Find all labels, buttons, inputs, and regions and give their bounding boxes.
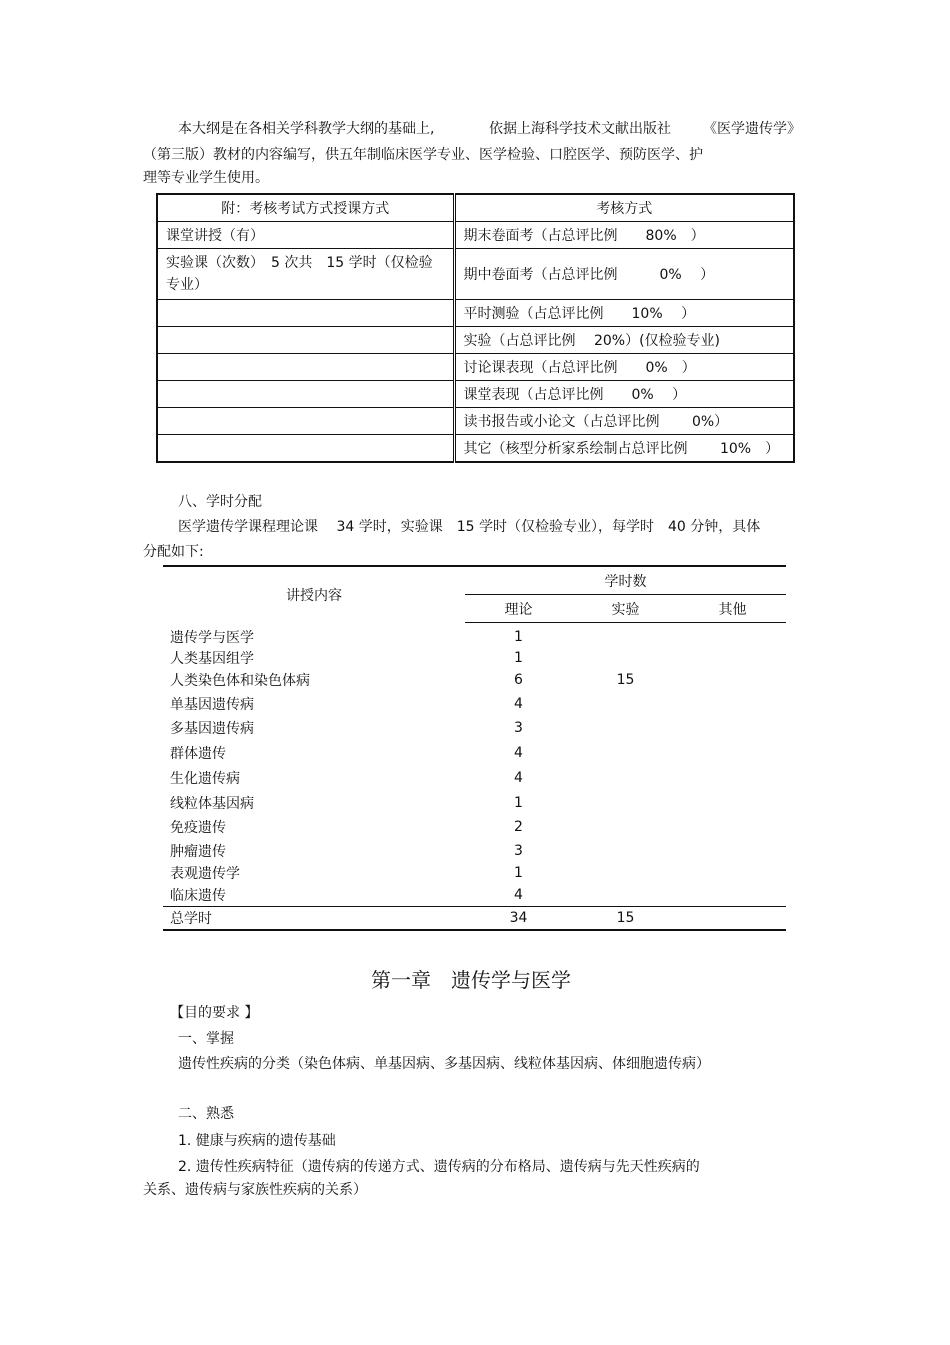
familiar-item-1: 1. 健康与疾病的遗传基础: [178, 1133, 336, 1149]
hours-row-theory: 6: [514, 672, 523, 688]
hours-row-theory: 1: [514, 649, 523, 666]
hours-row-lab: [572, 647, 679, 669]
hours-col-group: 学时数: [465, 566, 786, 595]
hours-row-theory: 4: [514, 886, 523, 903]
assessment-row: [157, 381, 794, 408]
familiar-heading: 二、熟悉: [178, 1106, 234, 1122]
assessment-right-cell: 其它（核型分析家系绘制占总评比例 10% ）: [454, 435, 794, 463]
hours-row: [163, 623, 786, 647]
hours-row-content: 线粒体基因病: [170, 795, 254, 812]
hours-row-lab: [572, 840, 679, 862]
intro-line1-a: 本大纲是在各相关学科教学大纲的基础上,: [178, 121, 435, 137]
hours-row-other: [679, 862, 786, 884]
hours-row-lab: [572, 692, 679, 716]
hours-row: [163, 884, 786, 907]
assessment-table: [156, 193, 795, 463]
hours-col-theory: 理论: [465, 595, 572, 623]
hours-row-content: 肿瘤遗传: [170, 843, 226, 860]
hours-row: [163, 716, 786, 741]
hours-row-other: [679, 840, 786, 862]
intro-line3: 理等专业学生使用。: [143, 170, 269, 186]
intro-line1-c: 《医学遗传学》: [703, 121, 801, 137]
master-text: 遗传性疾病的分类（染色体病、单基因病、多基因病、线粒体基因病、体细胞遗传病）: [178, 1056, 710, 1072]
assessment-right-cell: 平时测验（占总评比例 10% ）: [454, 300, 794, 327]
hours-col-content: 讲授内容: [163, 566, 465, 623]
assessment-left-cell: [157, 300, 454, 327]
hours-row: [163, 692, 786, 716]
assessment-row: [157, 327, 794, 354]
hours-row-lab: [572, 791, 679, 815]
assessment-right-cell: 读书报告或小论文（占总评比例 0%）: [454, 408, 794, 435]
assessment-row: [157, 249, 794, 300]
assessment-left-cell: 实验课（次数） 5 次共 15 学时（仅检验专业）: [157, 249, 454, 300]
hours-row-content: 人类染色体和染色体病: [170, 673, 310, 689]
hours-row-other: [679, 692, 786, 716]
section8-text-line2: 分配如下:: [143, 544, 204, 560]
assessment-left-cell: [157, 435, 454, 463]
assessment-row: [157, 300, 794, 327]
hours-row-other: [679, 741, 786, 766]
hours-row-lab: 15: [616, 672, 635, 688]
assessment-right-cell: 课堂表现（占总评比例 0% ）: [454, 381, 794, 408]
hours-table: [163, 565, 786, 931]
hours-row-theory: 1: [514, 864, 523, 881]
assessment-left-cell: [157, 408, 454, 435]
requirements-heading: 【目的要求 】: [170, 1005, 259, 1021]
hours-row: [163, 766, 786, 791]
assessment-left-cell: 课堂讲授（有）: [157, 222, 454, 249]
section8-text-line1: 医学遗传学课程理论课 34 学时，实验课 15 学时（仅检验专业），每学时 40 分钟，具体: [178, 519, 761, 535]
hours-row-theory: 4: [514, 695, 523, 712]
hours-row-other: [679, 716, 786, 741]
hours-col-other: 其他: [679, 595, 786, 623]
hours-row: [163, 741, 786, 766]
hours-row-theory: 3: [514, 842, 523, 859]
familiar-item-2-line1: 2. 遗传性疾病特征（遗传病的传递方式、遗传病的分布格局、遗传病与先天性疾病的: [178, 1159, 700, 1175]
hours-row-other: [679, 647, 786, 669]
hours-header-row: [163, 566, 786, 595]
chapter-title: 第一章 遗传学与医学: [371, 968, 571, 992]
hours-row-lab: [572, 862, 679, 884]
hours-row-lab: [572, 741, 679, 766]
hours-row-content: 表观遗传学: [170, 865, 240, 882]
hours-row: [163, 862, 786, 884]
hours-row-content: 单基因遗传病: [170, 696, 254, 713]
hours-row-content: 群体遗传: [170, 746, 226, 762]
hours-row-theory: 2: [514, 819, 523, 835]
hours-row-theory: 3: [514, 720, 523, 736]
hours-row-other: [679, 815, 786, 840]
assessment-left-cell: [157, 327, 454, 354]
assessment-header-left: 附：考核考试方式授课方式: [157, 194, 454, 222]
master-heading: 一、掌握: [178, 1031, 234, 1047]
assessment-row: [157, 408, 794, 435]
hours-row: [163, 669, 786, 692]
assessment-header-right: 考核方式: [454, 194, 794, 222]
assessment-header-row: [157, 194, 794, 222]
hours-row-lab: [572, 766, 679, 791]
hours-row-other: [679, 669, 786, 692]
hours-row-content: 生化遗传病: [170, 771, 240, 787]
hours-row-theory: 1: [514, 794, 523, 811]
assessment-left-cell: [157, 354, 454, 381]
hours-row: [163, 840, 786, 862]
hours-row-content: 多基因遗传病: [170, 721, 254, 737]
hours-row-other: [679, 791, 786, 815]
hours-row-other: [679, 766, 786, 791]
intro-line2: （第三版）教材的内容编写，供五年制临床医学专业、医学检验、口腔医学、预防医学、护: [143, 147, 703, 163]
hours-total-row: [163, 907, 786, 931]
hours-row: [163, 647, 786, 669]
hours-row-lab: [572, 815, 679, 840]
assessment-right-cell: 讨论课表现（占总评比例 0% ）: [454, 354, 794, 381]
hours-row-content: 人类基因组学: [170, 650, 254, 667]
hours-row-other: [679, 623, 786, 647]
assessment-row: [157, 354, 794, 381]
hours-total-label: 总学时: [163, 907, 465, 931]
hours-row-theory: 4: [514, 745, 523, 761]
familiar-item-2-line2: 关系、遗传病与家族性疾病的关系）: [143, 1182, 367, 1198]
hours-row-content: 遗传学与医学: [170, 629, 254, 646]
hours-total-lab: 15: [572, 907, 679, 931]
hours-total-other: [679, 907, 786, 931]
hours-row-theory: 4: [514, 770, 523, 786]
assessment-row: [157, 435, 794, 463]
assessment-right-cell: 实验（占总评比例 20%）(仅检验专业): [454, 327, 794, 354]
section8-heading: 八、学时分配: [178, 494, 262, 510]
assessment-row: [157, 222, 794, 249]
hours-row-lab: [572, 623, 679, 647]
hours-row-content: 临床遗传: [170, 887, 226, 904]
hours-row-other: [679, 884, 786, 907]
hours-row-content: 免疫遗传: [170, 820, 226, 836]
hours-col-lab: 实验: [572, 595, 679, 623]
hours-row: [163, 791, 786, 815]
assessment-right-cell: 期中卷面考（占总评比例 0% ）: [454, 249, 794, 300]
intro-line1-b: 依据上海科学技术文献出版社: [489, 121, 671, 137]
hours-row-lab: [572, 716, 679, 741]
assessment-right-cell: 期末卷面考（占总评比例 80% ）: [454, 222, 794, 249]
hours-row-lab: [572, 884, 679, 907]
hours-total-theory: 34: [465, 907, 572, 931]
assessment-left-cell: [157, 381, 454, 408]
hours-row-theory: 1: [514, 628, 523, 645]
hours-row: [163, 815, 786, 840]
